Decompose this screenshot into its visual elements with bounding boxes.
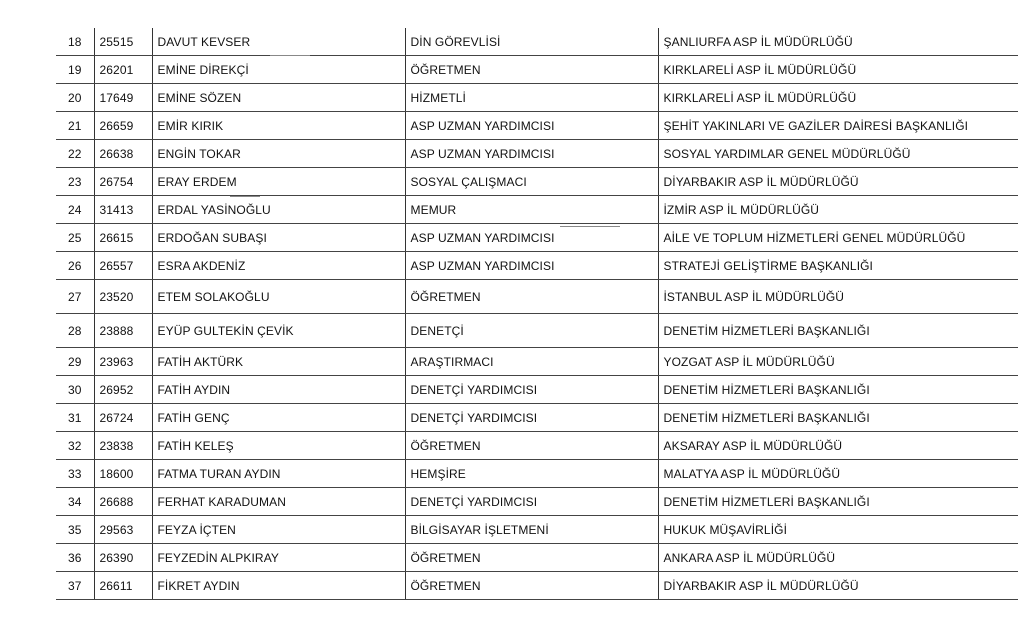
full-name-cell: ERAY ERDEM (152, 168, 405, 196)
department-cell: İSTANBUL ASP İL MÜDÜRLÜĞÜ (658, 280, 1018, 314)
job-title-cell: ASP UZMAN YARDIMCISI (405, 140, 658, 168)
department-cell: İZMİR ASP İL MÜDÜRLÜĞÜ (658, 196, 1018, 224)
full-name-cell: ESRA AKDENİZ (152, 252, 405, 280)
full-name-cell: ETEM SOLAKOĞLU (152, 280, 405, 314)
department-cell: ŞEHİT YAKINLARI VE GAZİLER DAİRESİ BAŞKANLIĞI (658, 112, 1018, 140)
table-row (56, 168, 1018, 196)
full-name-cell: EMİNE DİREKÇİ (152, 56, 405, 84)
full-name-cell: FEYZEDİN ALPKIRAY (152, 544, 405, 572)
table-row (56, 252, 1018, 280)
full-name-cell: EMİR KIRIK (152, 112, 405, 140)
row-number-cell: 28 (56, 314, 94, 348)
job-title-cell: ARAŞTIRMACI (405, 348, 658, 376)
department-cell: STRATEJİ GELİŞTİRME BAŞKANLIĞI (658, 252, 1018, 280)
table-row (56, 432, 1018, 460)
full-name-cell: FEYZA İÇTEN (152, 516, 405, 544)
table-row (56, 280, 1018, 314)
department-cell: DENETİM HİZMETLERİ BAŞKANLIĞI (658, 314, 1018, 348)
department-cell: DENETİM HİZMETLERİ BAŞKANLIĞI (658, 488, 1018, 516)
job-title-cell: DİN GÖREVLİSİ (405, 28, 658, 56)
sicil-number-cell: 26615 (94, 224, 152, 252)
department-cell: HUKUK MÜŞAVİRLİĞİ (658, 516, 1018, 544)
full-name-cell: FATİH GENÇ (152, 404, 405, 432)
table-row (56, 404, 1018, 432)
sicil-number-cell: 26390 (94, 544, 152, 572)
job-title-cell: ÖĞRETMEN (405, 432, 658, 460)
sicil-number-cell: 31413 (94, 196, 152, 224)
full-name-cell: EMİNE SÖZEN (152, 84, 405, 112)
full-name-cell: ERDAL YASİNOĞLU (152, 196, 405, 224)
table-row (56, 460, 1018, 488)
job-title-cell: ÖĞRETMEN (405, 572, 658, 600)
department-cell: DENETİM HİZMETLERİ BAŞKANLIĞI (658, 404, 1018, 432)
sicil-number-cell: 26754 (94, 168, 152, 196)
scan-artifact (270, 55, 310, 56)
row-number-cell: 22 (56, 140, 94, 168)
full-name-cell: FİKRET AYDIN (152, 572, 405, 600)
sicil-number-cell: 26638 (94, 140, 152, 168)
job-title-cell: ASP UZMAN YARDIMCISI (405, 112, 658, 140)
sicil-number-cell: 25515 (94, 28, 152, 56)
personnel-table (56, 28, 1018, 600)
job-title-cell: HEMŞİRE (405, 460, 658, 488)
department-cell: AİLE VE TOPLUM HİZMETLERİ GENEL MÜDÜRLÜĞÜ (658, 224, 1018, 252)
job-title-cell: DENETÇİ YARDIMCISI (405, 404, 658, 432)
table-row (56, 28, 1018, 56)
row-number-cell: 31 (56, 404, 94, 432)
row-number-cell: 36 (56, 544, 94, 572)
department-cell: MALATYA ASP İL MÜDÜRLÜĞÜ (658, 460, 1018, 488)
sicil-number-cell: 26659 (94, 112, 152, 140)
row-number-cell: 33 (56, 460, 94, 488)
job-title-cell: ÖĞRETMEN (405, 56, 658, 84)
job-title-cell: ÖĞRETMEN (405, 544, 658, 572)
job-title-cell: ASP UZMAN YARDIMCISI (405, 252, 658, 280)
row-number-cell: 24 (56, 196, 94, 224)
job-title-cell: ÖĞRETMEN (405, 280, 658, 314)
row-number-cell: 19 (56, 56, 94, 84)
job-title-cell: DENETÇİ YARDIMCISI (405, 488, 658, 516)
full-name-cell: FATİH AYDIN (152, 376, 405, 404)
department-cell: DENETİM HİZMETLERİ BAŞKANLIĞI (658, 376, 1018, 404)
table-row (56, 224, 1018, 252)
row-number-cell: 29 (56, 348, 94, 376)
table-row (56, 196, 1018, 224)
scan-artifact (560, 226, 620, 227)
sicil-number-cell: 26952 (94, 376, 152, 404)
table-row (56, 112, 1018, 140)
table-row (56, 488, 1018, 516)
sicil-number-cell: 23520 (94, 280, 152, 314)
sicil-number-cell: 26688 (94, 488, 152, 516)
row-number-cell: 30 (56, 376, 94, 404)
job-title-cell: BİLGİSAYAR İŞLETMENİ (405, 516, 658, 544)
sicil-number-cell: 18600 (94, 460, 152, 488)
department-cell: ANKARA ASP İL MÜDÜRLÜĞÜ (658, 544, 1018, 572)
job-title-cell: HİZMETLİ (405, 84, 658, 112)
full-name-cell: FATMA TURAN AYDIN (152, 460, 405, 488)
table-row (56, 314, 1018, 348)
row-number-cell: 18 (56, 28, 94, 56)
sicil-number-cell: 23888 (94, 314, 152, 348)
full-name-cell: ENGİN TOKAR (152, 140, 405, 168)
sicil-number-cell: 17649 (94, 84, 152, 112)
table-row (56, 376, 1018, 404)
table-row (56, 84, 1018, 112)
table-row (56, 544, 1018, 572)
table-body (56, 28, 1018, 600)
department-cell: SOSYAL YARDIMLAR GENEL MÜDÜRLÜĞÜ (658, 140, 1018, 168)
job-title-cell: DENETÇİ YARDIMCISI (405, 376, 658, 404)
table-row (56, 140, 1018, 168)
row-number-cell: 21 (56, 112, 94, 140)
department-cell: YOZGAT ASP İL MÜDÜRLÜĞÜ (658, 348, 1018, 376)
full-name-cell: DAVUT KEVSER (152, 28, 405, 56)
scan-artifact (230, 196, 260, 197)
full-name-cell: EYÜP GULTEKİN ÇEVİK (152, 314, 405, 348)
job-title-cell: ASP UZMAN YARDIMCISI (405, 224, 658, 252)
job-title-cell: MEMUR (405, 196, 658, 224)
row-number-cell: 26 (56, 252, 94, 280)
sicil-number-cell: 26724 (94, 404, 152, 432)
row-number-cell: 37 (56, 572, 94, 600)
department-cell: KIRKLARELİ ASP İL MÜDÜRLÜĞÜ (658, 56, 1018, 84)
department-cell: KIRKLARELİ ASP İL MÜDÜRLÜĞÜ (658, 84, 1018, 112)
department-cell: ŞANLIURFA ASP İL MÜDÜRLÜĞÜ (658, 28, 1018, 56)
sicil-number-cell: 26201 (94, 56, 152, 84)
full-name-cell: FATİH KELEŞ (152, 432, 405, 460)
table-row (56, 516, 1018, 544)
full-name-cell: ERDOĞAN SUBAŞI (152, 224, 405, 252)
sicil-number-cell: 26611 (94, 572, 152, 600)
row-number-cell: 34 (56, 488, 94, 516)
row-number-cell: 32 (56, 432, 94, 460)
job-title-cell: DENETÇİ (405, 314, 658, 348)
table-row (56, 56, 1018, 84)
sicil-number-cell: 29563 (94, 516, 152, 544)
row-number-cell: 23 (56, 168, 94, 196)
department-cell: DİYARBAKIR ASP İL MÜDÜRLÜĞÜ (658, 572, 1018, 600)
sicil-number-cell: 23963 (94, 348, 152, 376)
row-number-cell: 20 (56, 84, 94, 112)
row-number-cell: 25 (56, 224, 94, 252)
row-number-cell: 27 (56, 280, 94, 314)
full-name-cell: FATİH AKTÜRK (152, 348, 405, 376)
table-row (56, 348, 1018, 376)
department-cell: DİYARBAKIR ASP İL MÜDÜRLÜĞÜ (658, 168, 1018, 196)
job-title-cell: SOSYAL ÇALIŞMACI (405, 168, 658, 196)
sicil-number-cell: 23838 (94, 432, 152, 460)
department-cell: AKSARAY ASP İL MÜDÜRLÜĞÜ (658, 432, 1018, 460)
table-row (56, 572, 1018, 600)
full-name-cell: FERHAT KARADUMAN (152, 488, 405, 516)
sicil-number-cell: 26557 (94, 252, 152, 280)
row-number-cell: 35 (56, 516, 94, 544)
